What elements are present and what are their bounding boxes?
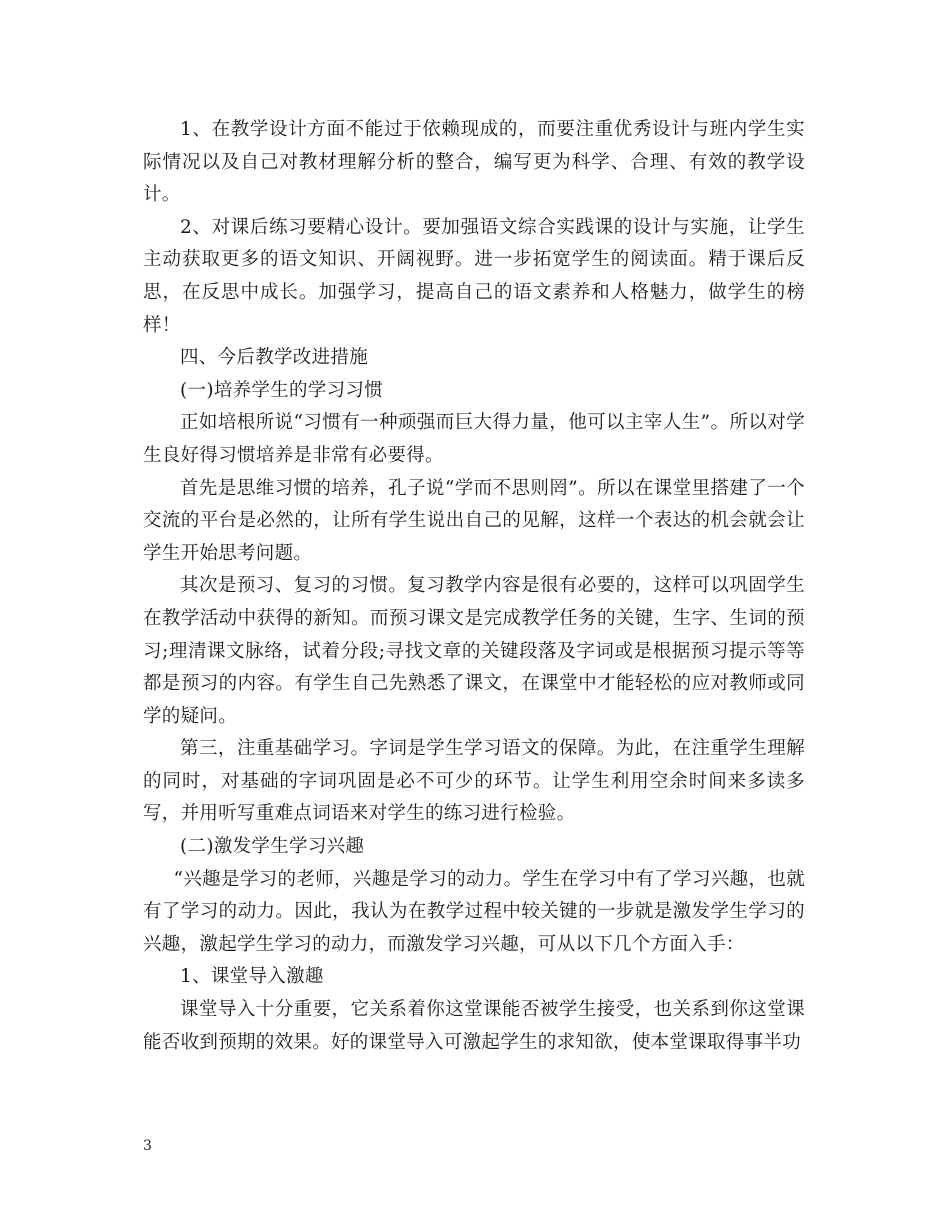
paragraph-design-1: 1、在教学设计方面不能过于依赖现成的，而要注重优秀设计与班内学生实际情况以及自己对教材理解分析的整合，编写更为科学、合理、有效的教学设计。: [143, 119, 805, 206]
paragraph-thinking-habit: 首先是思维习惯的培养，孔子说“学而不思则罔”。所以在课堂里搭建了一个交流的平台是必然的，让所有学生说出自己的见解，这样一个表达的机会就会让学生开始思考问题。: [143, 477, 805, 564]
paragraph-design-2: 2、对课后练习要精心设计。要加强语文综合实践课的设计与实施，让学生主动获取更多的语文知识、开阔视野。进一步拓宽学生的阅读面。精于课后反思，在反思中成长。加强学习，提高自己的语文素养和人格魅力，做学生的榜样！: [143, 216, 805, 336]
section-heading-4: 四、今后教学改进措施: [180, 347, 369, 369]
paragraph-basics: 第三，注重基础学习。字词是学生学习语文的保障。为此，在注重学生理解的同时，对基础的字词巩固是必不可少的环节。让学生利用空余时间来多读多写，并用听写重难点词语来对学生的练习进行检验。: [143, 738, 805, 825]
subheading-interest: (二)激发学生学习兴趣: [180, 836, 365, 858]
paragraph-bacon-quote: 正如培根所说“习惯有一种顽强而巨大得力量，他可以主宰人生”。所以对学生良好得习惯培养是非常有必要得。: [143, 412, 805, 466]
paragraph-class-intro: 课堂导入十分重要，它关系着你这堂课能否被学生接受，也关系到你这堂课能否收到预期的效果。好的课堂导入可激起学生的求知欲，使本堂课取得事半功: [143, 999, 805, 1053]
document-body: [143, 114, 805, 1059]
paragraph-interest: “兴趣是学习的老师，兴趣是学习的动力。学生在学习中有了学习兴趣，也就有了学习的动力。因此，我认为在教学过程中较关键的一步就是激发学生学习的兴趣，激起学生学习的动力，而激发学习兴趣，可从以下几个方面入手：: [143, 868, 805, 955]
subheading-habits: (一)培养学生的学习习惯: [180, 379, 384, 401]
page-number: 3: [143, 1138, 152, 1154]
item-class-intro: 1、课堂导入激趣: [180, 966, 324, 988]
paragraph-preview-review: 其次是预习、复习的习惯。复习教学内容是很有必要的，这样可以巩固学生在教学活动中获得的新知。而预习课文是完成教学任务的关键，生字、生词的预习;理清课文脉络，试着分段;寻找文章的关键段落及字词或是根据预习提示等等都是预习的内容。有学生自己先熟悉了课文，在课堂中才能轻松的应对教师或同学的疑问。: [143, 575, 805, 727]
